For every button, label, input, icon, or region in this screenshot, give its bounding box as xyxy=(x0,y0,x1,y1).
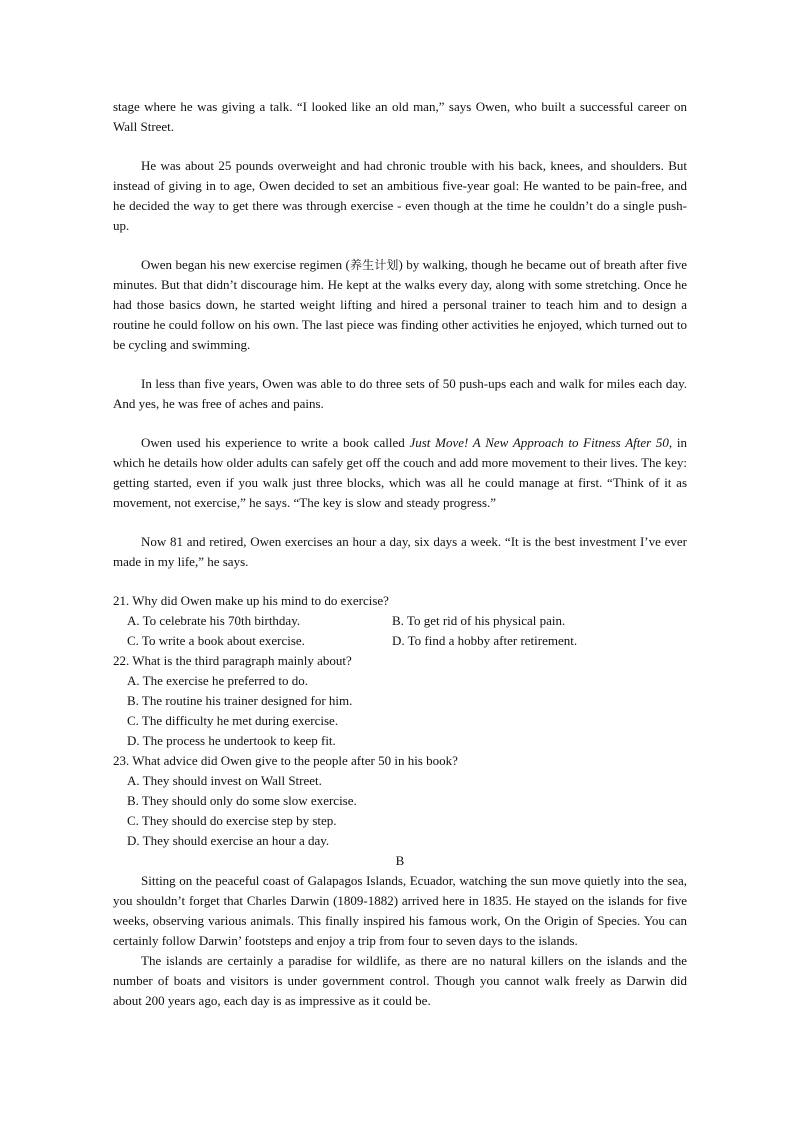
question-21-options-row-1 xyxy=(113,611,687,631)
chinese-annotation: 养生计划 xyxy=(349,258,399,272)
question-21-option-d[interactable]: D. To find a hobby after retirement. xyxy=(392,633,578,648)
question-23-option-b[interactable]: B. They should only do some slow exercise. xyxy=(127,793,357,808)
passage-a xyxy=(113,97,687,1011)
paragraph-5-part-1: Owen used his experience to write a book called xyxy=(141,435,410,450)
question-22-option-a[interactable]: A. The exercise he preferred to do. xyxy=(127,673,308,688)
question-23-option-d[interactable]: D. They should exercise an hour a day. xyxy=(127,833,330,848)
passage-b-paragraph-1: Sitting on the peaceful coast of Galapagos Islands, Ecuador, watching the sun move quietly into the sea, you shouldn’t forget that Charles Darwin (1809-1882) arrived here in 1835. He stayed on the islands for five weeks, observing various animals. This finally inspired his famous work, On the Origin of Species. You can certainly follow Darwin’ footsteps and enjoy a trip from four to seven days to the islands. xyxy=(113,873,687,948)
question-22-option-d[interactable]: D. The process he undertook to keep fit. xyxy=(127,733,336,748)
question-21-option-a[interactable]: A. To celebrate his 70th birthday. xyxy=(127,613,301,628)
passage-a-paragraph-6: Now 81 and retired, Owen exercises an hour a day, six days a week. “It is the best investment I’ve ever made in my life,” he says. xyxy=(113,534,687,569)
paragraph-3-part-1: Owen began his new exercise regimen ( xyxy=(141,257,350,272)
passage-a-paragraph-2: He was about 25 pounds overweight and had chronic trouble with his back, knees, and shoulders. But instead of giving in to age, Owen decided to set an ambitious five-year goal: He wanted to be pain-free, and he decided the way to get there was through exercise - even though at the time he couldn’t do a single push-up. xyxy=(113,158,687,233)
passage-a-paragraph-1: stage where he was giving a talk. “I looked like an old man,” says Owen, who built a successful career on Wall Street. xyxy=(113,99,687,134)
section-b-heading: B xyxy=(395,853,405,868)
question-21-option-b[interactable]: B. To get rid of his physical pain. xyxy=(392,613,566,628)
passage-b-paragraph-2: The islands are certainly a paradise for wildlife, as there are no natural killers on the islands and the number of boats and visitors is under government control. Though you cannot walk freely as Darwin did about 200 years ago, each day is as impressive as it could be. xyxy=(113,953,687,1008)
paragraph-3-part-2: ) by walking, though he became out of breath after five minutes. But that didn’t discourage him. He kept at the walks every day, along with some stretching. Once he had those basics down, he started weight lifting and hired a personal trainer to teach him and to design a routine he could follow on his own. The last piece was finding other activities he enjoyed, which turned out to be cycling and swimming. xyxy=(113,257,687,352)
question-22-option-c[interactable]: C. The difficulty he met during exercise. xyxy=(127,713,339,728)
question-23-option-a[interactable]: A. They should invest on Wall Street. xyxy=(127,773,322,788)
question-21-stem: 21. Why did Owen make up his mind to do exercise? xyxy=(113,593,389,608)
question-21-options-row-2 xyxy=(113,631,687,651)
passage-a-paragraph-4: In less than five years, Owen was able to do three sets of 50 push-ups each and walk for miles each day. And yes, he was free of aches and pains. xyxy=(113,376,687,411)
question-23-stem: 23. What advice did Owen give to the people after 50 in his book? xyxy=(113,753,458,768)
book-title: Just Move! A New Approach to Fitness After 50 xyxy=(409,435,669,450)
paragraph-5-part-2: , in which he details how older adults can safely get off the couch and add more movement to their lives. The key: getting started, even if you walk just three blocks, which was all he could manage at first. “Think of it as movement, not exercise,” he says. “The key is slow and steady progress.” xyxy=(113,435,688,510)
question-22-option-b[interactable]: B. The routine his trainer designed for him. xyxy=(127,693,353,708)
question-22 xyxy=(113,651,687,751)
question-22-stem: 22. What is the third paragraph mainly about? xyxy=(113,653,352,668)
passage-a-paragraph-3 xyxy=(113,255,687,355)
question-23-option-c[interactable]: C. They should do exercise step by step. xyxy=(127,813,337,828)
passage-a-paragraph-5 xyxy=(113,433,687,513)
question-21 xyxy=(113,591,687,651)
question-21-option-c[interactable]: C. To write a book about exercise. xyxy=(127,633,305,648)
question-23 xyxy=(113,751,687,851)
